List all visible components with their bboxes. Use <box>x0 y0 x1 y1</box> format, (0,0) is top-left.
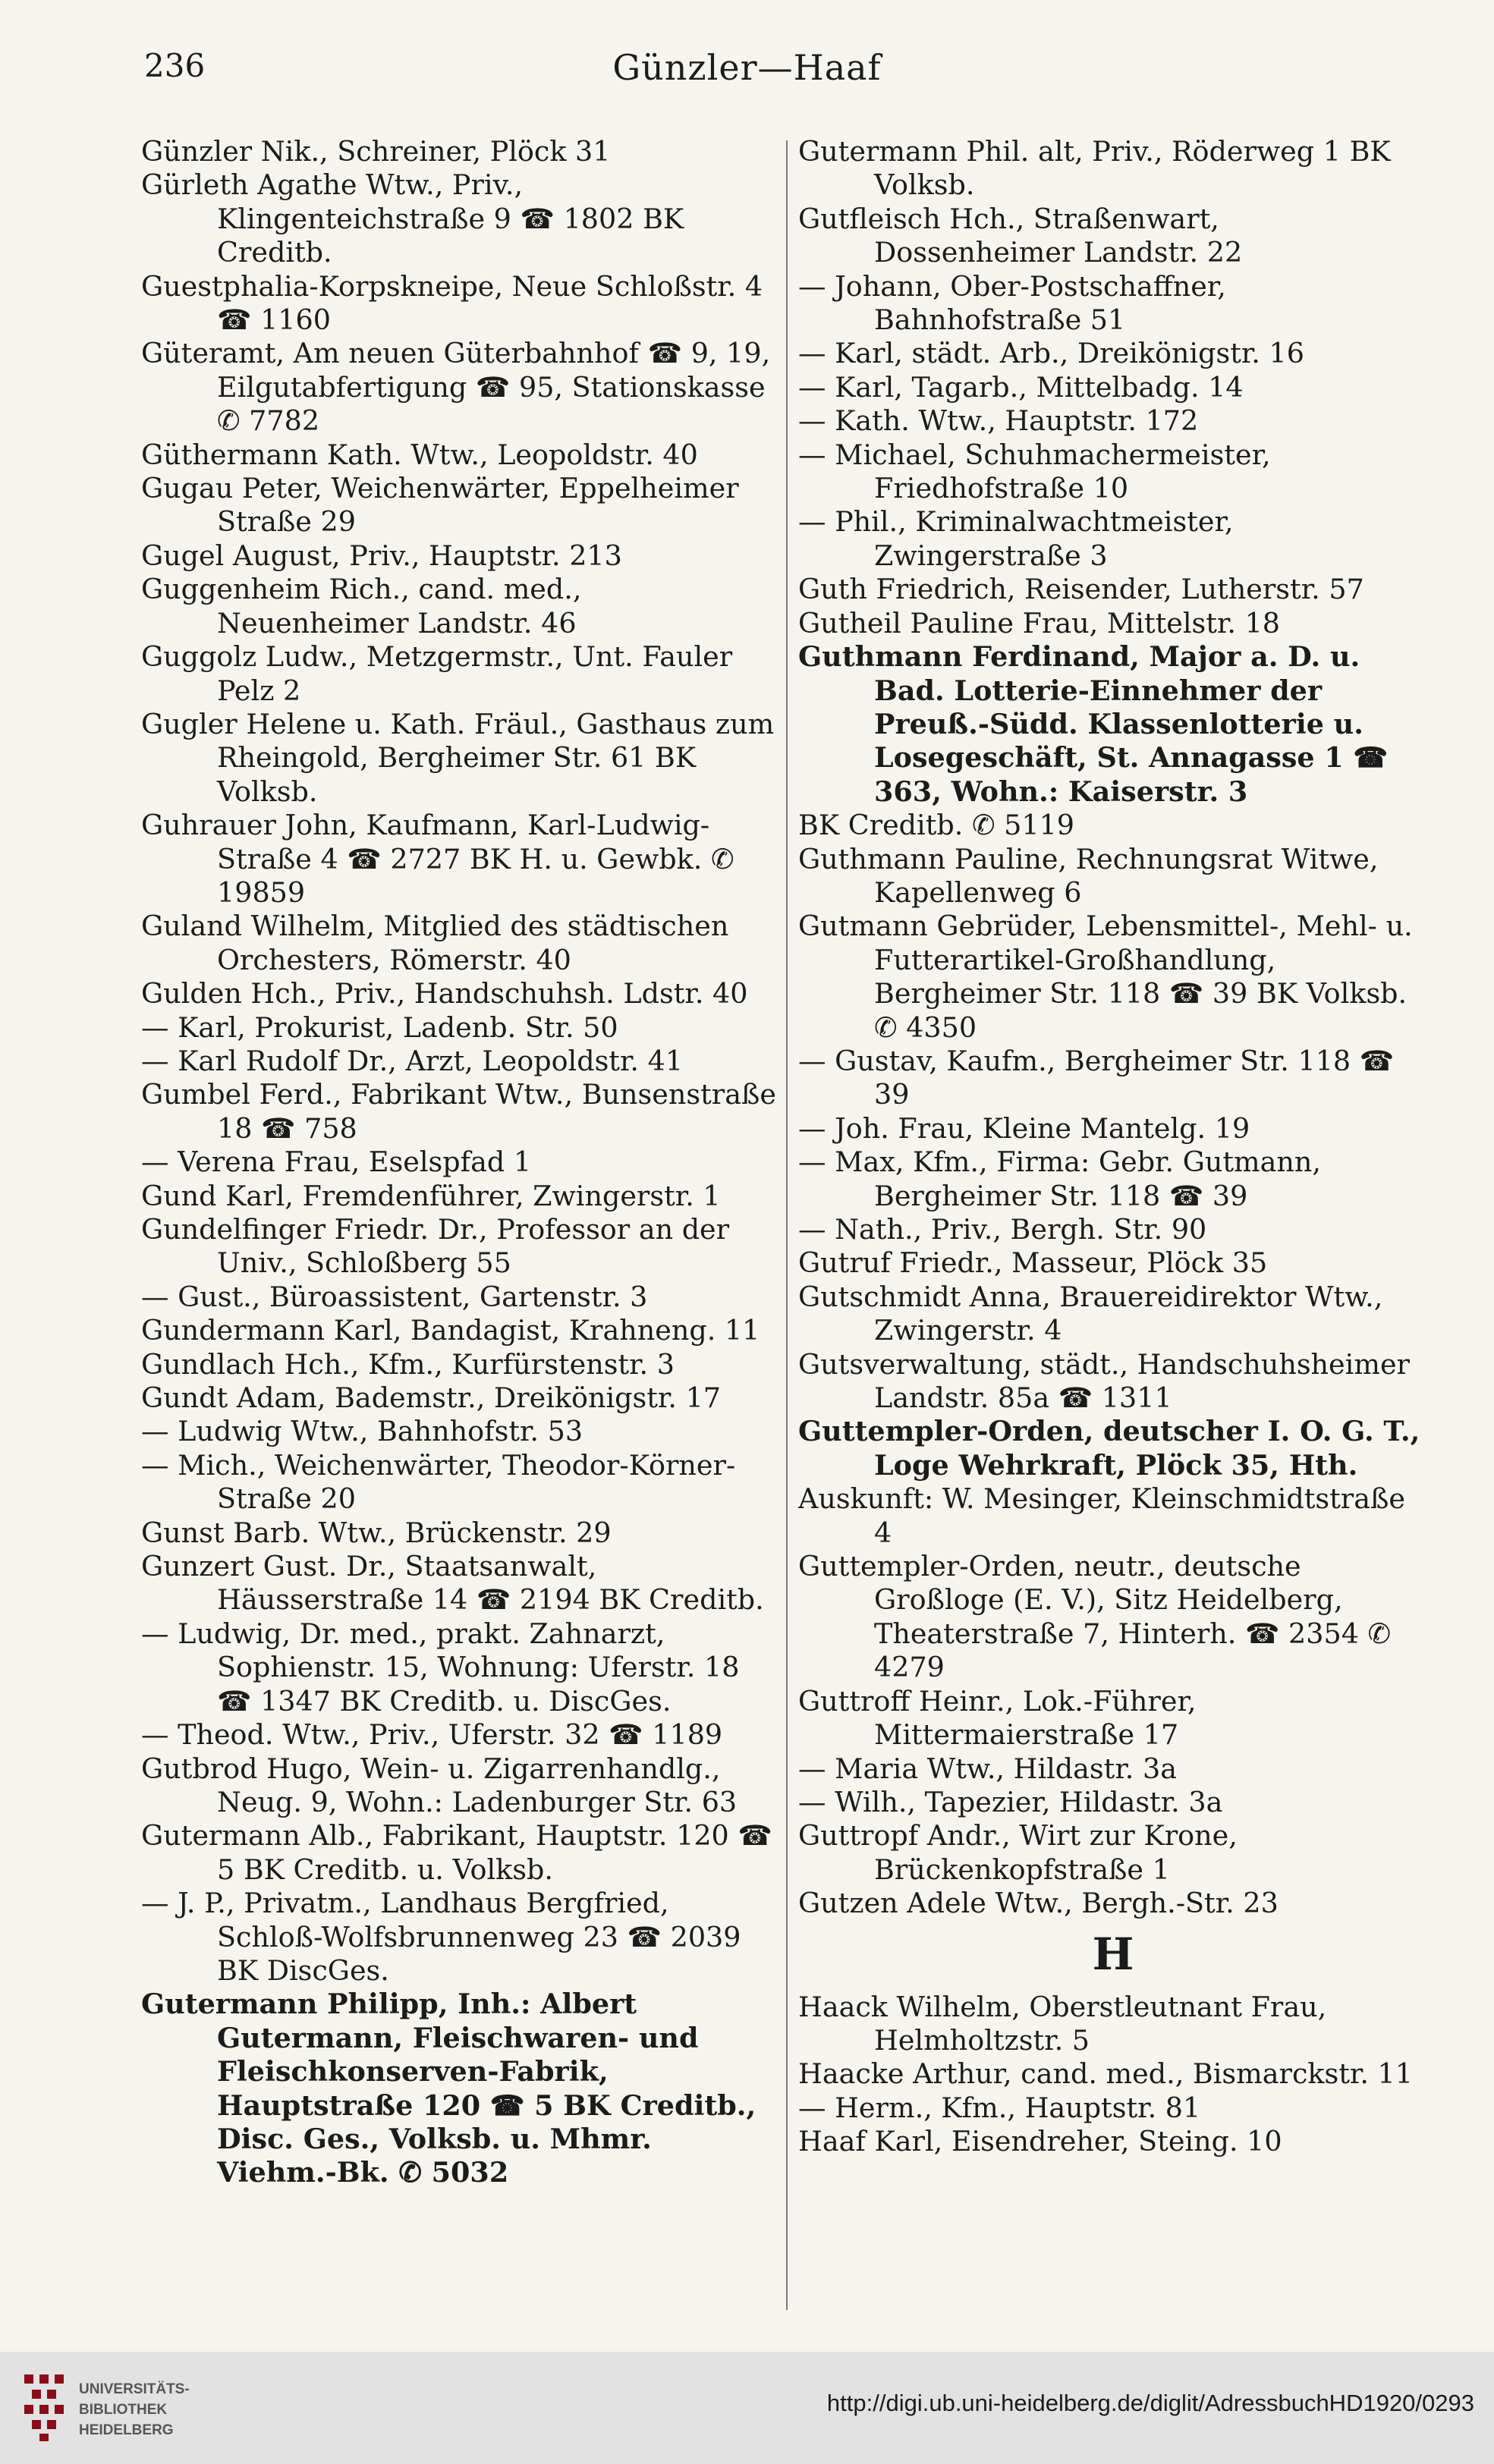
source-url-link[interactable]: http://digi.ub.uni-heidelberg.de/diglit/AdressbuchHD1920/0293 <box>826 2390 1474 2416</box>
directory-entry: Guland Wilhelm, Mitglied des städtischen Orchesters, Römerstr. 40 <box>141 910 729 976</box>
directory-entry: Gugel August, Priv., Hauptstr. 213 <box>141 539 622 572</box>
directory-entry: Guestphalia-Korpskneipe, Neue Schloßstr. 4 ☎ 1160 <box>141 269 763 337</box>
right-column <box>798 135 1428 2320</box>
directory-entry: — Joh. Frau, Kleine Mantelg. 19 <box>798 1111 1250 1145</box>
directory-entry: Gutfleisch Hch., Straßenwart, Dossenheimer Landstr. 22 <box>798 202 1243 269</box>
directory-entry: — Kath. Wtw., Hauptstr. 172 <box>798 404 1199 438</box>
directory-entry: — Michael, Schuhmachermeister, Friedhofstraße 10 <box>798 438 1271 505</box>
directory-entry: — Maria Wtw., Hildastr. 3a <box>798 1752 1177 1785</box>
directory-entry: Haaf Karl, Eisendreher, Steing. 10 <box>798 2125 1282 2158</box>
directory-entry: — Phil., Kriminalwachtmeister, Zwingerstraße 3 <box>798 505 1234 572</box>
directory-entry: Gutzen Adele Wtw., Bergh.-Str. 23 <box>798 1887 1279 1920</box>
directory-entry: Haack Wilhelm, Oberstleutnant Frau, Helmholtzstr. 5 <box>798 1990 1327 2057</box>
directory-entry: Guthmann Pauline, Rechnungsrat Witwe, Kapellenweg 6 <box>798 842 1379 909</box>
directory-entry: Guttroff Heinr., Lok.-Führer, Mittermaierstraße 17 <box>798 1684 1197 1752</box>
directory-entry: — Mich., Weichenwärter, Theodor-Körner-Straße 20 <box>141 1448 736 1516</box>
directory-entry: Auskunft: W. Mesinger, Kleinschmidtstraße 4 <box>798 1482 1405 1549</box>
directory-entry: Gutheil Pauline Frau, Mittelstr. 18 <box>798 606 1281 640</box>
directory-entry: — J. P., Privatm., Landhaus Bergfried, Schloß-Wolfsbrunnenweg 23 ☎ 2039 BK DiscGes. <box>141 1887 741 1987</box>
directory-entry: Gutbrod Hugo, Wein- u. Zigarrenhandlg., Neug. 9, Wohn.: Ladenburger Str. 63 <box>141 1752 738 1818</box>
directory-entry: Guggolz Ludw., Metzgermstr., Unt. Fauler Pelz 2 <box>141 640 733 707</box>
directory-entry: — Karl, Tagarb., Mittelbadg. 14 <box>798 370 1244 404</box>
section-letter-heading: H <box>1092 1928 1134 1980</box>
column-divider <box>786 140 788 2310</box>
directory-entry: — Gustav, Kaufm., Bergheimer Str. 118 ☎ 39 <box>798 1044 1395 1111</box>
directory-entry: Gutermann Phil. alt, Priv., Röderweg 1 BK Volksb. <box>798 135 1391 202</box>
directory-entry: Gutmann Gebrüder, Lebensmittel-, Mehl- u. Futterartikel-Großhandlung, Bergheimer Str. 118 ☎ 39 BK Volksb. ✆ 4350 <box>798 910 1413 1044</box>
directory-entry: — Theod. Wtw., Priv., Uferstr. 32 ☎ 1189 <box>141 1718 723 1752</box>
directory-entry: Gumbel Ferd., Fabrikant Wtw., Bunsenstraße 18 ☎ 758 <box>141 1078 776 1145</box>
directory-entry: Gund Karl, Fremdenführer, Zwingerstr. 1 <box>141 1179 721 1212</box>
directory-entry: — Max, Kfm., Firma: Gebr. Gutmann, Bergheimer Str. 118 ☎ 39 <box>798 1146 1322 1212</box>
directory-entry-advert: Guthmann Ferdinand, Major a. D. u. Bad. Lotterie-Einnehmer der Preuß.-Südd. Klassenlotterie u. Losegeschäft, St. Annagasse 1 ☎ 363, Wohn.: Kaiserstr. 3 <box>798 640 1388 808</box>
library-name-line: UNIVERSITÄTS- <box>79 2381 190 2397</box>
left-column <box>141 135 777 2320</box>
directory-entry: — Johann, Ober-Postschaffner, Bahnhofstraße 51 <box>798 269 1226 337</box>
directory-entry: Guttropf Andr., Wirt zur Krone, Brückenkopfstraße 1 <box>798 1819 1238 1886</box>
directory-entry: Güthermann Kath. Wtw., Leopoldstr. 40 <box>141 438 698 471</box>
running-head: Günzler—Haaf <box>612 47 882 88</box>
directory-entry: Gundermann Karl, Bandagist, Krahneng. 11 <box>141 1314 760 1347</box>
directory-entry-advert: Guttempler-Orden, deutscher I. O. G. T., Loge Wehrkraft, Plöck 35, Hth. <box>798 1415 1420 1482</box>
directory-entry: BK Creditb. ✆ 5119 <box>798 809 1075 842</box>
directory-entry: Gugau Peter, Weichenwärter, Eppelheimer Straße 29 <box>141 472 739 539</box>
directory-entry: Guth Friedrich, Reisender, Lutherstr. 57 <box>798 573 1364 606</box>
directory-entry: Gutschmidt Anna, Brauereidirektor Wtw., Zwingerstr. 4 <box>798 1280 1383 1347</box>
directory-entry: Guggenheim Rich., cand. med., Neuenheimer Landstr. 46 <box>141 573 582 640</box>
directory-entry: Gunst Barb. Wtw., Brückenstr. 29 <box>141 1516 612 1549</box>
university-library-logo-icon <box>23 2373 65 2443</box>
footer-bar <box>0 2352 1494 2464</box>
directory-entry: — Herm., Kfm., Hauptstr. 81 <box>798 2091 1201 2124</box>
directory-entry: Gutruf Friedr., Masseur, Plöck 35 <box>798 1246 1268 1280</box>
directory-entry: — Ludwig, Dr. med., prakt. Zahnarzt, Sophienstr. 15, Wohnung: Uferstr. 18 ☎ 1347 BK Creditb. u. DiscGes. <box>141 1617 740 1718</box>
directory-entry: Gugler Helene u. Kath. Fräul., Gasthaus zum Rheingold, Bergheimer Str. 61 BK Volksb. <box>141 707 775 808</box>
directory-entry: Gunzert Gust. Dr., Staatsanwalt, Häusserstraße 14 ☎ 2194 BK Creditb. <box>141 1550 764 1617</box>
library-name-line: HEIDELBERG <box>79 2422 174 2438</box>
directory-entry: Gundlach Hch., Kfm., Kurfürstenstr. 3 <box>141 1347 675 1381</box>
library-name <box>79 2379 190 2440</box>
directory-entry: — Karl, Prokurist, Ladenb. Str. 50 <box>141 1010 618 1044</box>
directory-entry: Gürleth Agathe Wtw., Priv., Klingenteichstraße 9 ☎ 1802 BK Creditb. <box>141 168 684 269</box>
directory-entry: — Gust., Büroassistent, Gartenstr. 3 <box>141 1280 648 1313</box>
directory-entry: Gutermann Alb., Fabrikant, Hauptstr. 120 ☎ 5 BK Creditb. u. Volksb. <box>141 1819 772 1886</box>
directory-entry: Guttempler-Orden, neutr., deutsche Großloge (E. V.), Sitz Heidelberg, Theaterstraße 7, Hinterh. ☎ 2354 ✆ 4279 <box>798 1550 1392 1684</box>
directory-entry: Güteramt, Am neuen Güterbahnhof ☎ 9, 19, Eilgutabfertigung ☎ 95, Stationskasse ✆ 7782 <box>141 337 771 438</box>
directory-entry-advert: Gutermann Philipp, Inh.: Albert Gutermann, Fleischwaren- und Fleischkonserven-Fabrik, Hauptstraße 120 ☎ 5 BK Creditb., Disc. Ges., Volksb. u. Mhmr. Viehm.-Bk. ✆ 5032 <box>141 1988 756 2189</box>
directory-entry: — Nath., Priv., Bergh. Str. 90 <box>798 1213 1207 1246</box>
directory-entry: — Karl, städt. Arb., Dreikönigstr. 16 <box>798 337 1304 370</box>
directory-entry: — Ludwig Wtw., Bahnhofstr. 53 <box>141 1415 583 1448</box>
directory-entry: Gulden Hch., Priv., Handschuhsh. Ldstr. 40 <box>141 977 748 1010</box>
directory-entry: Gundelfinger Friedr. Dr., Professor an der Univ., Schloßberg 55 <box>141 1213 730 1280</box>
page-number: 236 <box>144 47 206 84</box>
directory-entry: — Karl Rudolf Dr., Arzt, Leopoldstr. 41 <box>141 1044 684 1077</box>
directory-entry: Haacke Arthur, cand. med., Bismarckstr. 11 <box>798 2057 1414 2091</box>
library-name-line: BIBLIOTHEK <box>79 2402 168 2418</box>
directory-entry: Gutsverwaltung, städt., Handschuhsheimer Landstr. 85a ☎ 1311 <box>798 1347 1410 1415</box>
directory-entry: Günzler Nik., Schreiner, Plöck 31 <box>141 135 611 168</box>
directory-entry: Guhrauer John, Kaufmann, Karl-Ludwig-Straße 4 ☎ 2727 BK H. u. Gewbk. ✆ 19859 <box>141 809 734 909</box>
directory-entry: Gundt Adam, Bademstr., Dreikönigstr. 17 <box>141 1381 722 1415</box>
directory-entry: — Wilh., Tapezier, Hildastr. 3a <box>798 1785 1223 1818</box>
directory-entry: — Verena Frau, Eselspfad 1 <box>141 1146 532 1179</box>
